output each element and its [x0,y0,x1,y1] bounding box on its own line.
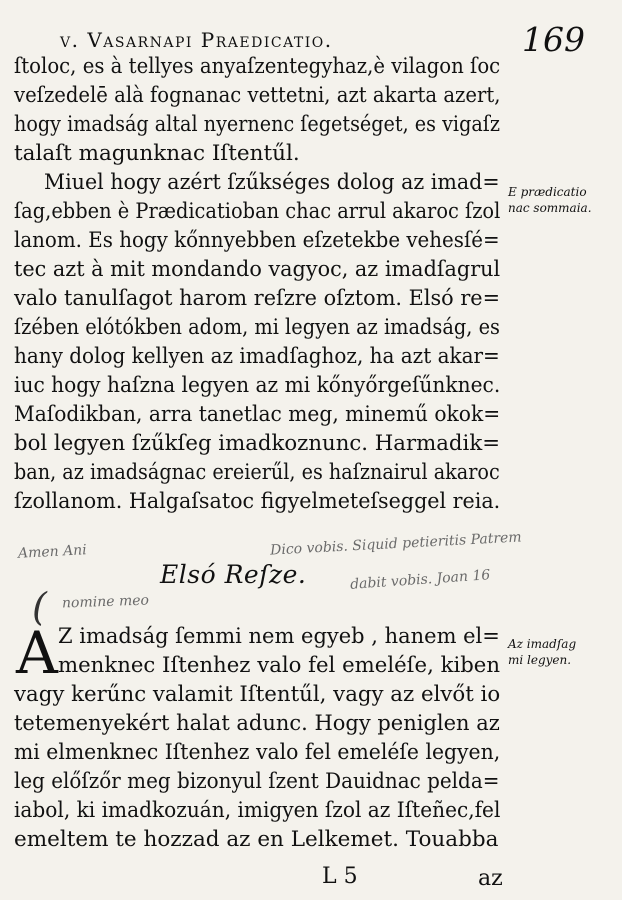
running-title: v. Vasarnapi Praedicatio. [60,28,333,52]
body-line: bol legyen ſzűkſeg imadkoznunc. Harmadik= [14,431,501,456]
handwritten-note: Dico vobis. Siquid petieritis Patrem [269,529,523,559]
margin-note-line: mi legyen. [508,653,572,667]
section-line: iabol, ki imadkozuán, imigyen ſzol az Iſteñec,fel [14,798,501,823]
section-title: Elsó Reſze. [160,560,307,589]
section-line: vagy kerűnc valamit Iſtentűl, vagy az elvőt io [14,682,501,707]
margin-note [508,184,592,216]
body-line: hany dolog kellyen az imadſaghoz, ha azt akar= [14,344,500,369]
body-line: valo tanulſagot harom reſzre oſztom. Elsó re= [14,286,501,311]
body-line: ban, az imadságnac ereierűl, es haſznairul akaroc [14,460,500,485]
body-line: ſzében elótókben adom, mi legyen az imadság, es [14,315,500,340]
section-line: mi elmenknec Iſtenhez valo fel emeléſe legyen, [14,740,501,765]
margin-note-line: nac sommaia. [508,201,592,215]
body-line: ſag,ebben è Prædicatioban chac arrul akaroc ſzol [14,199,501,224]
body-line: Miuel hogy azért ſzűkséges dolog az imad= [44,170,500,195]
body-line: talaſt magunknac Iſtentűl. [14,141,300,166]
section-line: menknec Iſtenhez valo fel emeléſe, kiben [58,653,501,678]
body-line: Maſodikban, arra tanetlac meg, minemű okok= [14,402,501,427]
section-line: Z imadság ſemmi nem egyeb , hanem el= [58,624,500,649]
handwritten-note: nomine meo [61,592,150,612]
margin-note [508,636,576,668]
catchword: az [478,866,503,891]
page-number: 169 [522,20,585,59]
margin-note-line: E prædicatio [508,185,587,199]
body-line: tec azt à mit mondando vagyoc, az imadſagrul [14,257,501,282]
body-line: hogy imadság altal nyernenc ſegetséget, es vigaſz [14,112,500,137]
handwritten-note: Amen Ani [17,542,88,562]
drop-cap: A [16,619,58,687]
signature-mark: L 5 [322,864,358,889]
body-line: veſzedelē alà fognanac vettetni, azt akarta azert, [14,83,501,108]
section-line: leg előſzőr meg bizonyul ſzent Dauidnac pelda= [14,769,500,794]
body-line: ſzollanom. Halgaſsatoc figyelmeteſseggel reia. [14,489,501,514]
section-line: tetemenyekért halat adunc. Hogy peniglen az [14,711,500,736]
bracket-mark: ( [32,585,47,629]
margin-note-line: Az imadſag [508,637,577,651]
body-line: ſtoloc, es à tellyes anyaſzentegyhaz,è vilagon ſoc [14,54,501,79]
handwritten-note: dabit vobis. Joan 16 [349,567,491,593]
body-line: iuc hogy haſzna legyen az mi kőnyőrgeſűnknec. [14,373,501,398]
body-line: lanom. Es hogy kőnnyebben eſzetekbe vehesſé= [14,228,500,253]
section-line: emeltem te hozzad az en Lelkemet. Touabba [14,827,499,852]
